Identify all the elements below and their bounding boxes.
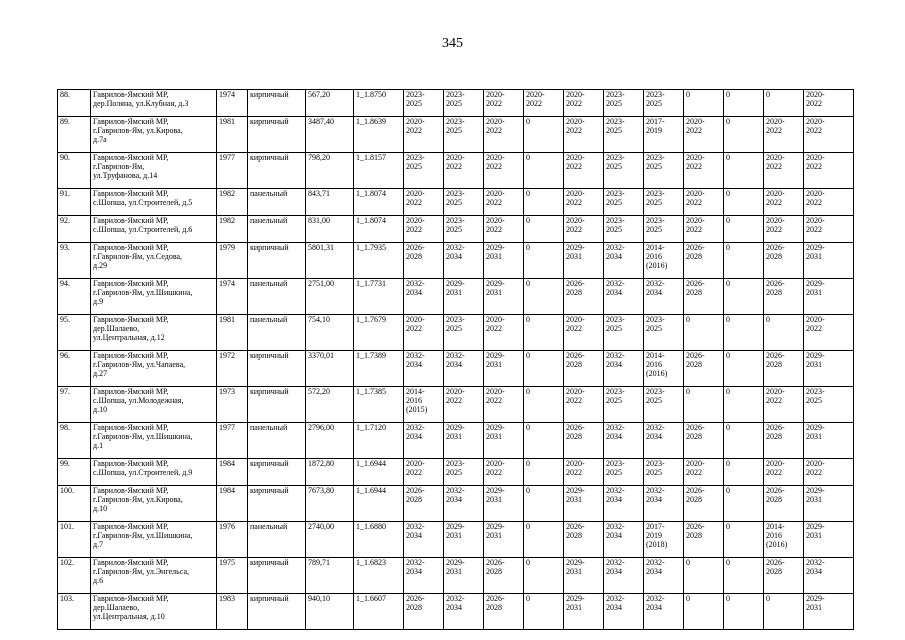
table-cell: 2026- 2028 bbox=[564, 522, 604, 558]
table-cell: Гаврилов-Ямский МР, г.Гаврилов-Ям, ул.Седова, д.29 bbox=[91, 243, 217, 279]
table-cell: 0 bbox=[764, 90, 804, 117]
table-cell: 2032- 2034 bbox=[444, 486, 484, 522]
table-cell: 0 bbox=[724, 189, 764, 216]
table-cell: 90. bbox=[58, 153, 91, 189]
table-cell: 2023- 2025 bbox=[644, 153, 684, 189]
table-cell: 1_1.7120 bbox=[354, 423, 404, 459]
table-cell: 0 bbox=[684, 315, 724, 351]
table-cell: 2020- 2022 bbox=[564, 387, 604, 423]
table-cell: 798,20 bbox=[306, 153, 354, 189]
table-cell: 2020- 2022 bbox=[684, 153, 724, 189]
table-cell: 92. bbox=[58, 216, 91, 243]
table-cell: 2014- 2016 (2016) bbox=[644, 243, 684, 279]
table-cell: 101. bbox=[58, 522, 91, 558]
table-cell: 2023- 2025 bbox=[444, 189, 484, 216]
table-cell: 2032- 2034 bbox=[644, 279, 684, 315]
table-cell: 97. bbox=[58, 387, 91, 423]
table-row bbox=[58, 459, 854, 486]
table-cell: 2026- 2028 bbox=[764, 351, 804, 387]
table-cell: 0 bbox=[524, 216, 564, 243]
table-cell: 2023- 2025 bbox=[604, 117, 644, 153]
table-cell: Гаврилов-Ямский МР, с.Шопша, ул.Строителей, д.6 bbox=[91, 216, 217, 243]
table-cell: 2023- 2025 bbox=[644, 315, 684, 351]
table-cell: 2020- 2022 bbox=[524, 90, 564, 117]
table-cell: панельный bbox=[248, 279, 306, 315]
table-cell: Гаврилов-Ямский МР, г.Гаврилов-Ям, ул.Шишкина, д.9 bbox=[91, 279, 217, 315]
table-cell: 2029- 2031 bbox=[564, 243, 604, 279]
table-cell: 1982 bbox=[217, 189, 248, 216]
table-cell: 1984 bbox=[217, 459, 248, 486]
table-cell: 567,20 bbox=[306, 90, 354, 117]
table-cell: 2032- 2034 bbox=[404, 558, 444, 594]
table-cell: 2020- 2022 bbox=[484, 216, 524, 243]
table-cell: 0 bbox=[724, 522, 764, 558]
table-cell: кирпичный bbox=[248, 459, 306, 486]
table-cell: 0 bbox=[724, 351, 764, 387]
table-cell: 0 bbox=[724, 243, 764, 279]
table-cell: 2026- 2028 bbox=[764, 558, 804, 594]
table-cell: кирпичный bbox=[248, 117, 306, 153]
table-cell: 2026- 2028 bbox=[764, 423, 804, 459]
table-cell: 2026- 2028 bbox=[564, 423, 604, 459]
table-row bbox=[58, 486, 854, 522]
table-cell: 2020- 2022 bbox=[404, 459, 444, 486]
table-cell: 0 bbox=[524, 459, 564, 486]
table-cell: 0 bbox=[724, 216, 764, 243]
table-cell: 2029- 2031 bbox=[804, 594, 854, 630]
table-cell: 2020- 2022 bbox=[484, 387, 524, 423]
table-cell: 2026- 2028 bbox=[684, 486, 724, 522]
table-cell: 2014- 2016 (2016) bbox=[764, 522, 804, 558]
table-cell: 1977 bbox=[217, 153, 248, 189]
table-cell: 2032- 2034 bbox=[404, 522, 444, 558]
table-cell: кирпичный bbox=[248, 387, 306, 423]
table-cell: 2032- 2034 bbox=[604, 423, 644, 459]
table-cell: 1_1.7389 bbox=[354, 351, 404, 387]
table-cell: Гаврилов-Ямский МР, с.Шопша, ул.Молодежная, д.10 bbox=[91, 387, 217, 423]
table-cell: 2026- 2028 bbox=[684, 279, 724, 315]
table-cell: 2032- 2034 bbox=[604, 486, 644, 522]
table-cell: 0 bbox=[524, 594, 564, 630]
table-cell: 2740,00 bbox=[306, 522, 354, 558]
table-cell: 2023- 2025 bbox=[604, 387, 644, 423]
table-cell: 2026- 2028 bbox=[764, 486, 804, 522]
table-cell: 96. bbox=[58, 351, 91, 387]
table-cell: 0 bbox=[524, 117, 564, 153]
table-cell: 2026- 2028 bbox=[564, 351, 604, 387]
table-body bbox=[58, 90, 854, 630]
table-row bbox=[58, 243, 854, 279]
table-cell: Гаврилов-Ямский МР, г.Гаврилов-Ям, ул.Кирова, д.7а bbox=[91, 117, 217, 153]
table-cell: 91. bbox=[58, 189, 91, 216]
table-row bbox=[58, 90, 854, 117]
table-cell: 2023- 2025 bbox=[444, 459, 484, 486]
table-cell: 2026- 2028 bbox=[684, 351, 724, 387]
table-cell: 0 bbox=[684, 90, 724, 117]
table-cell: 940,10 bbox=[306, 594, 354, 630]
table-cell: 2029- 2031 bbox=[804, 279, 854, 315]
table-cell: 100. bbox=[58, 486, 91, 522]
table-cell: 0 bbox=[724, 594, 764, 630]
table-cell: 2020- 2022 bbox=[564, 117, 604, 153]
table-cell: 0 bbox=[724, 315, 764, 351]
table-cell: 2026- 2028 bbox=[684, 243, 724, 279]
table-cell: 2029- 2031 bbox=[484, 351, 524, 387]
table-cell: 2032- 2034 bbox=[444, 351, 484, 387]
table-cell: 0 bbox=[524, 558, 564, 594]
table-cell: 0 bbox=[724, 387, 764, 423]
table-cell: 2023- 2025 bbox=[644, 90, 684, 117]
table-cell: кирпичный bbox=[248, 558, 306, 594]
table-cell: Гаврилов-Ямский МР, дер.Шалаево, ул.Центральная, д.12 bbox=[91, 315, 217, 351]
table-cell: 2029- 2031 bbox=[444, 522, 484, 558]
table-cell: 2020- 2022 bbox=[564, 216, 604, 243]
table-cell: 2032- 2034 bbox=[604, 279, 644, 315]
table-cell: 1982 bbox=[217, 216, 248, 243]
table-cell: 2020- 2022 bbox=[804, 216, 854, 243]
table-cell: панельный bbox=[248, 423, 306, 459]
table-cell: 2032- 2034 bbox=[444, 594, 484, 630]
table-cell: 843,71 bbox=[306, 189, 354, 216]
housing-register-table bbox=[57, 89, 854, 630]
table-cell: 1_1.7731 bbox=[354, 279, 404, 315]
table-cell: 2023- 2025 bbox=[644, 189, 684, 216]
table-cell: 2023- 2025 bbox=[444, 117, 484, 153]
table-cell: 0 bbox=[724, 423, 764, 459]
table-cell: 0 bbox=[524, 315, 564, 351]
table-cell: кирпичный bbox=[248, 243, 306, 279]
table-cell: 0 bbox=[684, 558, 724, 594]
table-cell: Гаврилов-Ямский МР, г.Гаврилов-Ям, ул.Энгельса, д.6 bbox=[91, 558, 217, 594]
table-cell: 1_1.8074 bbox=[354, 216, 404, 243]
page-number: 345 bbox=[442, 36, 463, 51]
table-cell: 2020- 2022 bbox=[804, 90, 854, 117]
table-cell: 2026- 2028 bbox=[684, 522, 724, 558]
table-cell: панельный bbox=[248, 189, 306, 216]
table-cell: 1977 bbox=[217, 423, 248, 459]
table-cell: 1872,80 bbox=[306, 459, 354, 486]
table-cell: 2020- 2022 bbox=[564, 315, 604, 351]
table-cell: 2023- 2025 bbox=[604, 216, 644, 243]
table-cell: 3487,40 bbox=[306, 117, 354, 153]
table-cell: 2032- 2034 bbox=[404, 351, 444, 387]
table-cell: 2020- 2022 bbox=[684, 459, 724, 486]
table-cell: Гаврилов-Ямский МР, с.Шопша, ул.Строителей, д.9 bbox=[91, 459, 217, 486]
table-cell: 0 bbox=[524, 243, 564, 279]
table-cell: 2029- 2031 bbox=[804, 486, 854, 522]
table-cell: 102. bbox=[58, 558, 91, 594]
table-cell: 2023- 2025 bbox=[604, 459, 644, 486]
table-cell: 1_1.7679 bbox=[354, 315, 404, 351]
table-cell: 1_1.7385 bbox=[354, 387, 404, 423]
table-cell: 1_1.8157 bbox=[354, 153, 404, 189]
table-cell: 0 bbox=[724, 486, 764, 522]
table-cell: 2023- 2025 bbox=[644, 459, 684, 486]
table-cell: 0 bbox=[524, 351, 564, 387]
table-cell: 5801,31 bbox=[306, 243, 354, 279]
table-cell: 2020- 2022 bbox=[804, 189, 854, 216]
table-cell: 0 bbox=[524, 522, 564, 558]
table-cell: 2017- 2019 bbox=[644, 117, 684, 153]
table-cell: 1_1.6944 bbox=[354, 486, 404, 522]
table-cell: 2029- 2031 bbox=[484, 486, 524, 522]
table-cell: 2032- 2034 bbox=[604, 351, 644, 387]
table-cell: 0 bbox=[764, 594, 804, 630]
table-cell: 2029- 2031 bbox=[804, 522, 854, 558]
table-cell: 0 bbox=[524, 423, 564, 459]
table-cell: 2029- 2031 bbox=[484, 279, 524, 315]
table-cell: Гаврилов-Ямский МР, г.Гаврилов-Ям, ул.Труфанова, д.14 bbox=[91, 153, 217, 189]
table-cell: 2020- 2022 bbox=[404, 216, 444, 243]
table-cell: 2023- 2025 bbox=[604, 90, 644, 117]
table-cell: 1979 bbox=[217, 243, 248, 279]
table-cell: 2026- 2028 bbox=[564, 279, 604, 315]
table-cell: 1_1.8074 bbox=[354, 189, 404, 216]
table-cell: 2020- 2022 bbox=[764, 117, 804, 153]
table-cell: 2023- 2025 bbox=[604, 153, 644, 189]
table-cell: 1975 bbox=[217, 558, 248, 594]
table-cell: 754,10 bbox=[306, 315, 354, 351]
table-cell: 2023- 2025 bbox=[604, 315, 644, 351]
table-cell: 0 bbox=[724, 117, 764, 153]
table-cell: 2020- 2022 bbox=[564, 90, 604, 117]
table-cell: 98. bbox=[58, 423, 91, 459]
table-cell: 93. bbox=[58, 243, 91, 279]
table-cell: 1_1.6944 bbox=[354, 459, 404, 486]
table-cell: 2020- 2022 bbox=[484, 153, 524, 189]
table-cell: 2032- 2034 bbox=[644, 558, 684, 594]
table-cell: 0 bbox=[764, 315, 804, 351]
table-cell: 2020- 2022 bbox=[764, 459, 804, 486]
table-row bbox=[58, 351, 854, 387]
table-cell: панельный bbox=[248, 315, 306, 351]
table-cell: 2032- 2034 bbox=[444, 243, 484, 279]
table-cell: 1984 bbox=[217, 486, 248, 522]
table-cell: 2020- 2022 bbox=[764, 153, 804, 189]
table-cell: 1_1.8750 bbox=[354, 90, 404, 117]
table-cell: кирпичный bbox=[248, 90, 306, 117]
table-cell: кирпичный bbox=[248, 351, 306, 387]
table-cell: 2020- 2022 bbox=[684, 216, 724, 243]
table-cell: 2032- 2034 bbox=[604, 594, 644, 630]
table-cell: 1981 bbox=[217, 117, 248, 153]
table-cell: 89. bbox=[58, 117, 91, 153]
table-cell: 2029- 2031 bbox=[484, 522, 524, 558]
table-cell: 2020- 2022 bbox=[444, 153, 484, 189]
table-cell: 2023- 2025 bbox=[804, 387, 854, 423]
table-cell: 95. bbox=[58, 315, 91, 351]
table-row bbox=[58, 279, 854, 315]
table-cell: 2029- 2031 bbox=[444, 423, 484, 459]
table-cell: 1983 bbox=[217, 594, 248, 630]
table-cell: 2032- 2034 bbox=[644, 486, 684, 522]
table-cell: 2029- 2031 bbox=[804, 423, 854, 459]
table-cell: 0 bbox=[724, 279, 764, 315]
table-cell: 2020- 2022 bbox=[804, 153, 854, 189]
table-cell: 2751,00 bbox=[306, 279, 354, 315]
table-cell: 2029- 2031 bbox=[444, 558, 484, 594]
table-cell: 2023- 2025 bbox=[644, 387, 684, 423]
table-row bbox=[58, 216, 854, 243]
table-cell: 94. bbox=[58, 279, 91, 315]
table-cell: Гаврилов-Ямский МР, г.Гаврилов-Ям, ул.Чапаева, д.27 bbox=[91, 351, 217, 387]
table-cell: 2020- 2022 bbox=[764, 387, 804, 423]
table-cell: 789,71 bbox=[306, 558, 354, 594]
table-cell: 0 bbox=[524, 279, 564, 315]
table-cell: 2029- 2031 bbox=[564, 486, 604, 522]
table-cell: 2029- 2031 bbox=[444, 279, 484, 315]
table-cell: 2020- 2022 bbox=[484, 459, 524, 486]
table-cell: 0 bbox=[724, 558, 764, 594]
table-cell: панельный bbox=[248, 522, 306, 558]
table-cell: 2032- 2034 bbox=[404, 279, 444, 315]
table-row bbox=[58, 189, 854, 216]
table-cell: 2032- 2034 bbox=[404, 423, 444, 459]
table-row bbox=[58, 558, 854, 594]
table-cell: 0 bbox=[524, 153, 564, 189]
table-cell: Гаврилов-Ямский МР, дер.Шалаево, ул.Центральная, д.10 bbox=[91, 594, 217, 630]
table-cell: 2020- 2022 bbox=[564, 189, 604, 216]
table-cell: 2029- 2031 bbox=[804, 351, 854, 387]
table-cell: 1972 bbox=[217, 351, 248, 387]
table-cell: Гаврилов-Ямский МР, с.Шопша, ул.Строителей, д.5 bbox=[91, 189, 217, 216]
table-cell: 1_1.6607 bbox=[354, 594, 404, 630]
table-cell: 2032- 2034 bbox=[644, 594, 684, 630]
table-cell: 2023- 2025 bbox=[404, 90, 444, 117]
table-cell: 2020- 2022 bbox=[684, 189, 724, 216]
table-cell: 1_1.6823 bbox=[354, 558, 404, 594]
table-cell: 0 bbox=[724, 459, 764, 486]
table-cell: 2020- 2022 bbox=[404, 315, 444, 351]
table-cell: панельный bbox=[248, 216, 306, 243]
table-cell: кирпичный bbox=[248, 153, 306, 189]
table-row bbox=[58, 387, 854, 423]
table-cell: 0 bbox=[684, 387, 724, 423]
table-cell: 3370,01 bbox=[306, 351, 354, 387]
table-cell: 2029- 2031 bbox=[484, 423, 524, 459]
table-cell: Гаврилов-Ямский МР, г.Гаврилов-Ям, ул.Шишкина, д.7 bbox=[91, 522, 217, 558]
table-cell: 2026- 2028 bbox=[764, 243, 804, 279]
table-cell: 99. bbox=[58, 459, 91, 486]
table-cell: 2026- 2028 bbox=[404, 243, 444, 279]
table-cell: кирпичный bbox=[248, 486, 306, 522]
table-cell: 2020- 2022 bbox=[564, 459, 604, 486]
table-cell: 2796,00 bbox=[306, 423, 354, 459]
table-cell: 1976 bbox=[217, 522, 248, 558]
table-cell: 2026- 2028 bbox=[684, 423, 724, 459]
table-cell: 1_1.6880 bbox=[354, 522, 404, 558]
table-cell: 88. bbox=[58, 90, 91, 117]
table-cell: 2020- 2022 bbox=[764, 189, 804, 216]
table-cell: 1973 bbox=[217, 387, 248, 423]
table-cell: 0 bbox=[524, 387, 564, 423]
table-cell: 2020- 2022 bbox=[764, 216, 804, 243]
table-cell: 2032- 2034 bbox=[644, 423, 684, 459]
table-cell: 572,20 bbox=[306, 387, 354, 423]
table-cell: 103. bbox=[58, 594, 91, 630]
table-cell: 2032- 2034 bbox=[804, 558, 854, 594]
table-cell: 2026- 2028 bbox=[484, 558, 524, 594]
table-cell: 2023- 2025 bbox=[604, 189, 644, 216]
table-cell: 0 bbox=[724, 90, 764, 117]
table-cell: Гаврилов-Ямский МР, г.Гаврилов-Ям, ул.Шишкина, д.1 bbox=[91, 423, 217, 459]
table-cell: 2029- 2031 bbox=[804, 243, 854, 279]
table-cell: 0 bbox=[724, 153, 764, 189]
table-cell: 0 bbox=[524, 189, 564, 216]
table-cell: 2026- 2028 bbox=[404, 486, 444, 522]
table-cell: 2020- 2022 bbox=[444, 387, 484, 423]
table-cell: 2020- 2022 bbox=[804, 117, 854, 153]
table-cell: 0 bbox=[684, 594, 724, 630]
table-cell: 2023- 2025 bbox=[444, 315, 484, 351]
table-cell: 2026- 2028 bbox=[484, 594, 524, 630]
table-cell: 1974 bbox=[217, 90, 248, 117]
table-cell: 2020- 2022 bbox=[404, 189, 444, 216]
table-cell: 2029- 2031 bbox=[564, 558, 604, 594]
table-row bbox=[58, 153, 854, 189]
table-cell: 2014- 2016 (2015) bbox=[404, 387, 444, 423]
table-cell: 2032- 2034 bbox=[604, 558, 644, 594]
table-cell: 2026- 2028 bbox=[764, 279, 804, 315]
table-cell: 2026- 2028 bbox=[404, 594, 444, 630]
table-cell: 2020- 2022 bbox=[484, 189, 524, 216]
table-cell: 2020- 2022 bbox=[564, 153, 604, 189]
table-row bbox=[58, 423, 854, 459]
table-cell: кирпичный bbox=[248, 594, 306, 630]
table-cell: 2023- 2025 bbox=[404, 153, 444, 189]
table-cell: 2020- 2022 bbox=[484, 117, 524, 153]
table-row bbox=[58, 594, 854, 630]
table-cell: 2032- 2034 bbox=[604, 243, 644, 279]
table-cell: 2014- 2016 (2016) bbox=[644, 351, 684, 387]
table-cell: 2023- 2025 bbox=[444, 90, 484, 117]
table-cell: 7673,80 bbox=[306, 486, 354, 522]
table-cell: 2029- 2031 bbox=[564, 594, 604, 630]
table-cell: 2020- 2022 bbox=[804, 315, 854, 351]
table-cell: 2020- 2022 bbox=[804, 459, 854, 486]
table-cell: 2020- 2022 bbox=[684, 117, 724, 153]
table-row bbox=[58, 117, 854, 153]
table-cell: 2023- 2025 bbox=[444, 216, 484, 243]
table-cell: 2020- 2022 bbox=[484, 315, 524, 351]
table-row bbox=[58, 315, 854, 351]
table-cell: 831,00 bbox=[306, 216, 354, 243]
table-cell: 2029- 2031 bbox=[484, 243, 524, 279]
table-cell: 1981 bbox=[217, 315, 248, 351]
table-row bbox=[58, 522, 854, 558]
table-cell: 2023- 2025 bbox=[644, 216, 684, 243]
table-cell: 1_1.8639 bbox=[354, 117, 404, 153]
table-cell: Гаврилов-Ямский МР, дер.Поляна, ул.Клубная, д.3 bbox=[91, 90, 217, 117]
table-cell: 0 bbox=[524, 486, 564, 522]
table-cell: 2032- 2034 bbox=[604, 522, 644, 558]
table-cell: 2020- 2022 bbox=[404, 117, 444, 153]
table-cell: 2017- 2019 (2018) bbox=[644, 522, 684, 558]
table-cell: 1_1.7935 bbox=[354, 243, 404, 279]
table-cell: Гаврилов-Ямский МР, г.Гаврилов-Ям, ул.Кирова, д.10 bbox=[91, 486, 217, 522]
table-cell: 1974 bbox=[217, 279, 248, 315]
table-cell: 2020- 2022 bbox=[484, 90, 524, 117]
